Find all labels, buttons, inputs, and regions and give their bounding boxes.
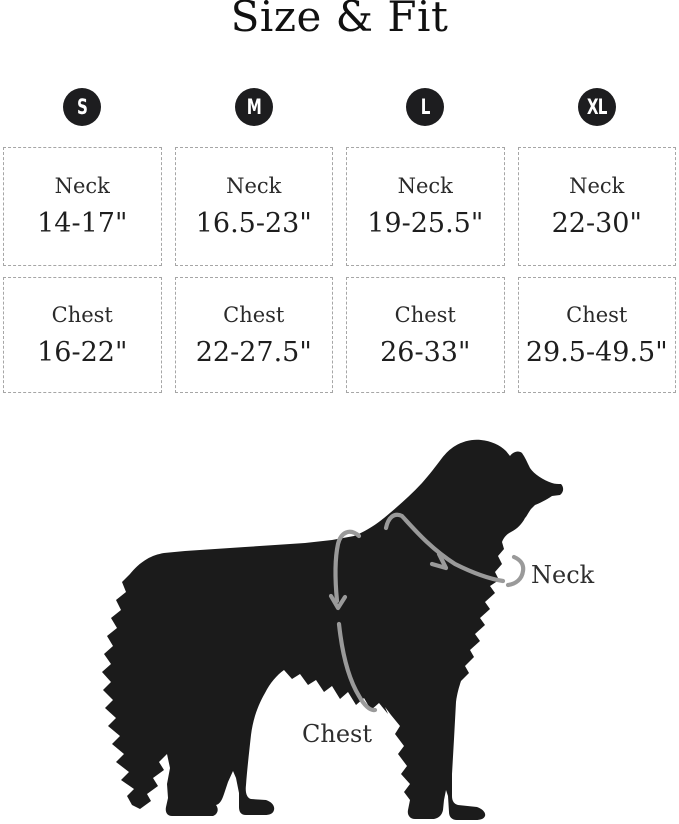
neck-cell-l [346, 147, 505, 266]
measure-value: 29.5-49.5" [525, 336, 668, 368]
neck-measurements-row [3, 147, 676, 266]
neck-cell-xl [518, 147, 677, 266]
measure-label: Chest [51, 302, 113, 327]
neck-measure-far-loop [508, 557, 523, 585]
measure-label: Chest [223, 302, 285, 327]
dog-silhouette-graphic [0, 424, 679, 824]
measure-value: 16.5-23" [195, 208, 312, 239]
measure-label: Neck [54, 174, 110, 198]
chest-measurements-row [3, 277, 676, 393]
measure-label: Neck [397, 174, 453, 198]
neck-cell-s [3, 147, 162, 266]
neck-cell-m [175, 147, 334, 266]
chest-cell-s [3, 277, 162, 393]
size-badge-xl: XL [578, 88, 616, 126]
measure-value: 16-22" [37, 336, 128, 368]
measure-label: Chest [566, 302, 628, 327]
chest-diagram-label: Chest [302, 720, 372, 748]
measurement-diagram [0, 424, 679, 824]
dog-silhouette [102, 440, 563, 820]
measure-value: 19-25.5" [367, 208, 484, 239]
size-badge-s: S [63, 88, 101, 126]
size-badge-row [3, 88, 676, 126]
size-badge-m: M [235, 88, 273, 126]
measure-value: 22-30" [551, 208, 642, 239]
measure-value: 22-27.5" [195, 336, 312, 368]
measure-label: Chest [394, 302, 456, 327]
measure-label: Neck [569, 174, 625, 198]
measure-value: 14-17" [37, 208, 128, 239]
size-badge-l: L [406, 88, 444, 126]
measure-label: Neck [226, 174, 282, 198]
chest-cell-xl [518, 277, 677, 393]
chest-cell-m [175, 277, 334, 393]
measure-value: 26-33" [380, 336, 471, 368]
page-title: Size & Fit [230, 0, 449, 41]
neck-diagram-label: Neck [531, 561, 595, 589]
chest-cell-l [346, 277, 505, 393]
